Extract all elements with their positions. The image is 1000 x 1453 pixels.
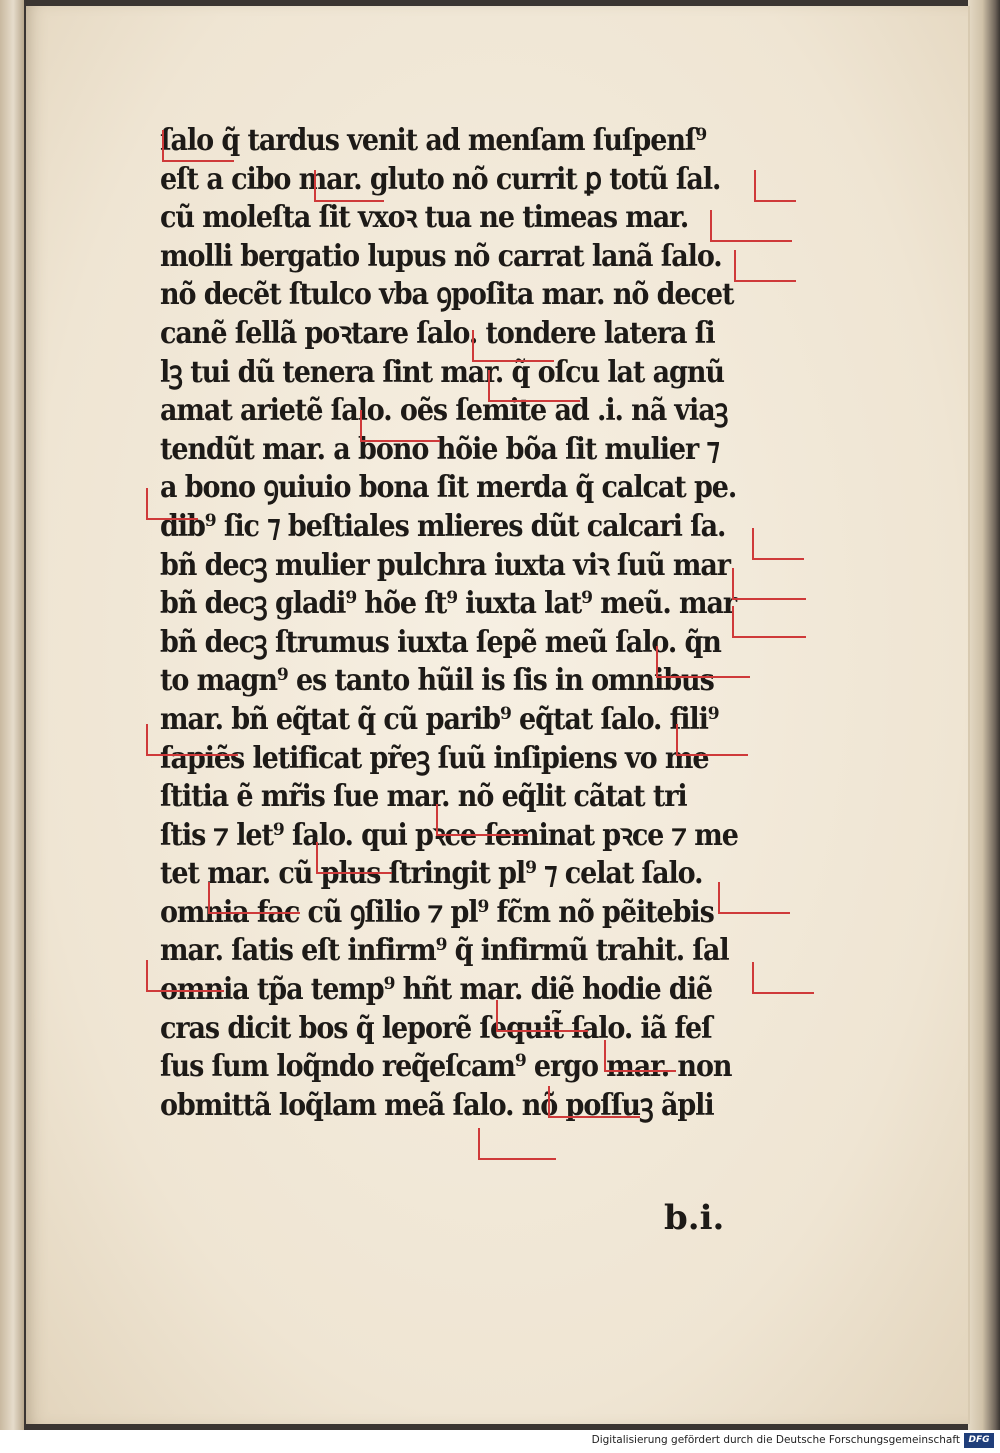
rubric-mark [754, 170, 796, 202]
text-line: tendũt mar. a bono hõie bõa ſit mulier ⁊ [160, 431, 719, 467]
facing-page-edge [0, 0, 24, 1430]
dfg-logo: DFG [964, 1433, 994, 1448]
rubric-mark [604, 1040, 676, 1072]
rubric-mark [436, 804, 528, 836]
rubric-mark [478, 1128, 556, 1160]
rubric-mark [316, 842, 392, 874]
rubric-mark [496, 1000, 588, 1032]
text-line: ſus ſum loq̃ndo req̃eſcam⁹ ergo mar. non [160, 1049, 732, 1085]
rubric-mark [208, 882, 300, 914]
rubric-mark [734, 250, 796, 282]
rubric-mark [162, 130, 234, 162]
digitization-credit: Digitalisierung gefördert durch die Deutsche Forschungsgemeinschaft [591, 1434, 960, 1446]
rubric-mark [732, 568, 806, 600]
rubric-mark [718, 882, 790, 914]
text-line: tet mar. cũ plus ſtringit pl⁹ ⁊ celat ſalo. [160, 856, 703, 892]
rubric-mark [360, 410, 440, 442]
text-line: lꝫ tui dũ tenera ſint mar. q̃ oſcu lat agnũ [160, 354, 724, 390]
text-line: obmittã loq̃lam meã ſalo. nõ poſſuꝫ ãpli [160, 1087, 714, 1123]
rubric-mark [752, 962, 814, 994]
text-line: cras dicit bos q̃ leporẽ ſequit̃ ſalo. iã feſ [160, 1010, 712, 1046]
text-line: eſt a cibo mar. gluto nõ currit ꝑ totũ ſal. [160, 161, 721, 197]
text-line: ſapiẽs letificat pr̃eꝫ ſuũ inſipiens vo me [160, 740, 709, 776]
text-line: ſtitia ẽ mr̃is ſue mar. nõ eq̃lit cãtat tri [160, 779, 687, 815]
footer-bar [0, 1430, 1000, 1453]
signature-mark: b.i. [664, 1198, 725, 1238]
text-line: mar. ſatis eſt infirm⁹ q̃ infirmũ trahit. ſal [160, 933, 729, 969]
text-line: mar. bñ eq̃tat q̃ cũ parib⁹ eq̃tat ſalo. fili⁹ [160, 701, 719, 737]
text-line: canẽ ſellã poꝛtare ſalo. tondere latera ſi [160, 315, 715, 351]
text-line: bñ decꝫ ſtrumus iuxta ſepẽ meũ ſalo. q̃n [160, 624, 721, 660]
rubric-mark [710, 210, 792, 242]
page-fore-edge [968, 0, 1000, 1430]
rubric-mark [732, 606, 806, 638]
text-line: to magn⁹ es tanto hũil is ſis in omnibus [160, 663, 714, 699]
text-line: cũ moleſta ſit vxoꝛ tua ne timeas mar. [160, 200, 689, 236]
text-block [160, 122, 820, 1125]
rubric-mark [488, 370, 580, 402]
rubric-mark [676, 724, 748, 756]
text-line: molli bergatio lupus nõ carrat lanã ſalo. [160, 238, 722, 274]
rubric-mark [752, 528, 804, 560]
text-line: omnia tp̃a temp⁹ hñt mar. diẽ hodie diẽ [160, 972, 713, 1008]
rubric-mark [146, 960, 224, 992]
rubric-mark [656, 646, 750, 678]
text-line: bñ decꝫ mulier pulchra iuxta viꝛ ſuũ mar [160, 547, 730, 583]
text-line: amat arietẽ ſalo. oẽs ſemite ad .i. nã viaꝫ [160, 393, 728, 429]
rubric-mark [314, 170, 384, 202]
rubric-mark [472, 330, 554, 362]
rubric-mark [548, 1086, 640, 1118]
text-line: ſtis ⁊ let⁹ ſalo. qui pꝛce ſeminat pꝛce ⁊ me [160, 817, 738, 853]
text-line: nõ decẽt ſtulco vba ꝯpoſita mar. nõ decet [160, 277, 734, 313]
text-line: dib⁹ ſic ⁊ beſtiales mlieres dũt calcari ſa. [160, 508, 726, 544]
text-line: omnia fac cũ ꝯſilio ⁊ pl⁹ fc̃m nõ pẽitebis [160, 894, 714, 930]
text-line: a bono ꝯuiuio bona ſit merda q̃ calcat pe. [160, 470, 737, 506]
rubric-mark [146, 724, 238, 756]
text-line: bñ decꝫ gladi⁹ hõe ſt⁹ iuxta lat⁹ meũ. mar [160, 586, 737, 622]
text-line: ſalo q̃ tardus venit ad menſam ſuſpenſ⁹ [160, 123, 707, 158]
rubric-mark [146, 488, 198, 520]
